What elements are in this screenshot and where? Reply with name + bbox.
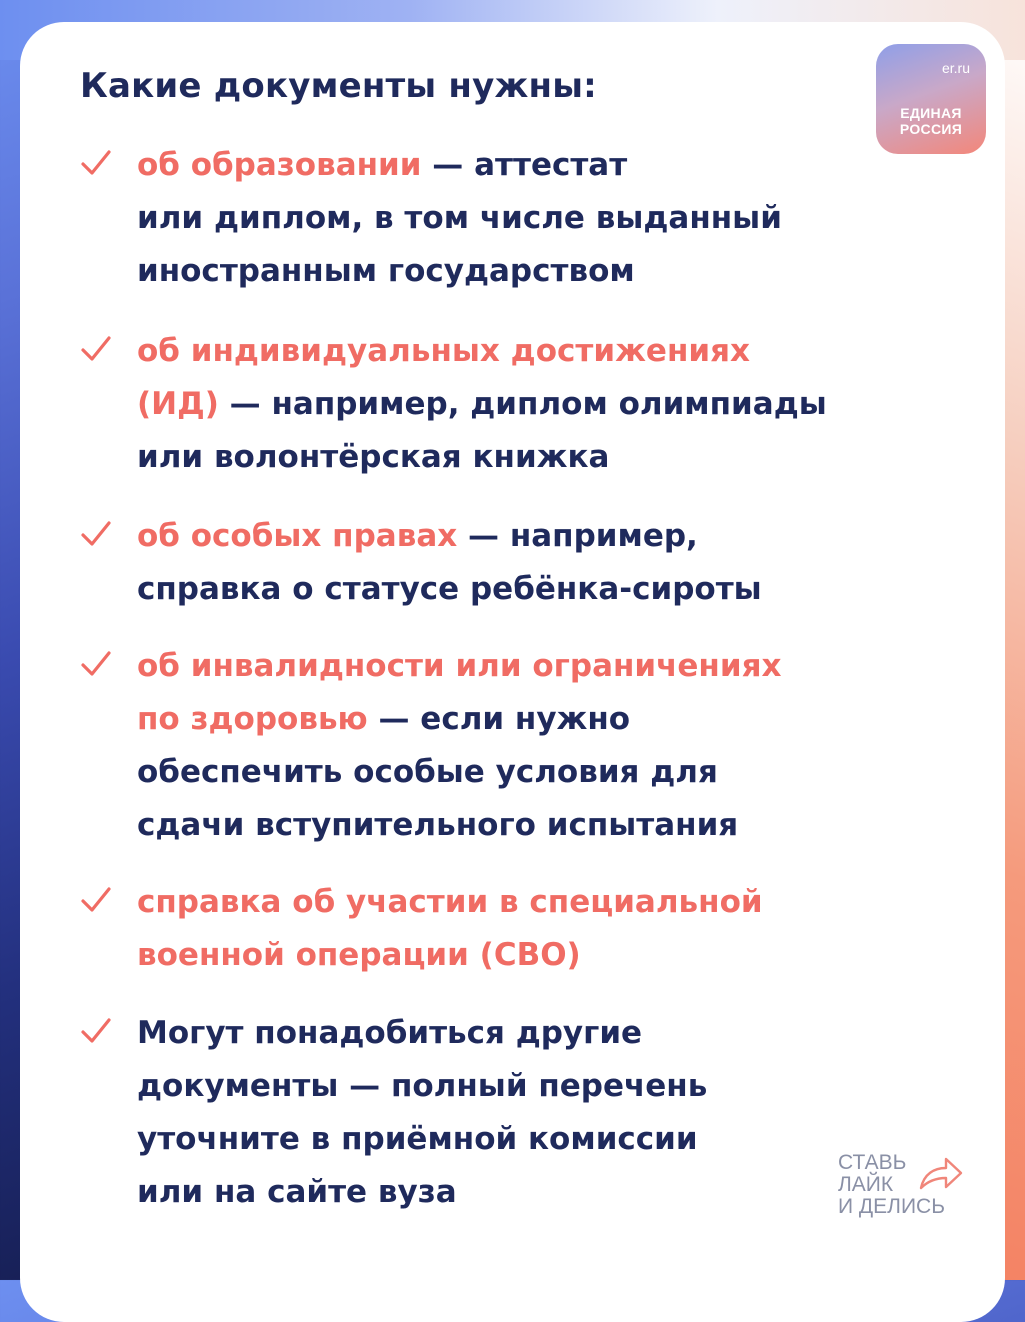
logo-brand-line1: ЕДИНАЯ (900, 105, 962, 121)
document-item-text (137, 139, 900, 298)
item-line: по здоровью — если нужно (137, 701, 631, 737)
page-title: Какие документы нужны: (80, 66, 597, 106)
logo-brand-line2: РОССИЯ (899, 121, 963, 137)
share-arrow-icon (918, 1154, 964, 1194)
item-line: сдачи вступительного испытания (137, 807, 739, 843)
item-line: уточните в приёмной комиссии (137, 1121, 698, 1157)
document-item-education (80, 139, 900, 298)
item-line: об инвалидности или ограничениях (137, 648, 782, 684)
checkmark-icon (80, 333, 112, 365)
document-item-other (80, 1007, 900, 1219)
document-item-text (137, 876, 900, 982)
party-logo (876, 44, 986, 154)
item-line: документы — полный перечень (137, 1068, 708, 1104)
checkmark-icon (80, 518, 112, 550)
item-line: Могут понадобиться другие (137, 1015, 643, 1051)
document-item-text (137, 325, 900, 484)
item-line: (ИД) — например, диплом олимпиады (137, 386, 827, 422)
document-item-disability (80, 640, 900, 852)
item-line: или на сайте вуза (137, 1174, 457, 1210)
item-line: или волонтёрская книжка (137, 439, 610, 475)
document-item-special-rights (80, 510, 900, 616)
document-item-achievements (80, 325, 900, 484)
logo-site-text: er.ru (941, 60, 970, 76)
document-item-text (137, 1007, 900, 1219)
checkmark-icon (80, 1015, 112, 1047)
share-prompt-text: СТАВЬ ЛАЙК И ДЕЛИСЬ (838, 1151, 945, 1218)
logo-brand-text (876, 105, 986, 137)
document-item-text (137, 640, 900, 852)
item-line: иностранным государством (137, 253, 635, 289)
checkmark-icon (80, 147, 112, 179)
checkmark-icon (80, 884, 112, 916)
item-line: справка об участии в специальной (137, 884, 763, 920)
checkmark-icon (80, 648, 112, 680)
item-line: справка о статусе ребёнка-сироты (137, 571, 762, 607)
item-line: военной операции (СВО) (137, 937, 581, 973)
item-line: или диплом, в том числе выданный (137, 200, 782, 236)
share-prompt[interactable] (838, 1152, 978, 1222)
item-line: обеспечить особые условия для (137, 754, 718, 790)
item-line: об особых правах — например, (137, 518, 698, 554)
item-line: об индивидуальных достижениях (137, 333, 750, 369)
document-item-svo (80, 876, 900, 982)
item-line: об образовании — аттестат (137, 147, 628, 183)
document-item-text (137, 510, 900, 616)
